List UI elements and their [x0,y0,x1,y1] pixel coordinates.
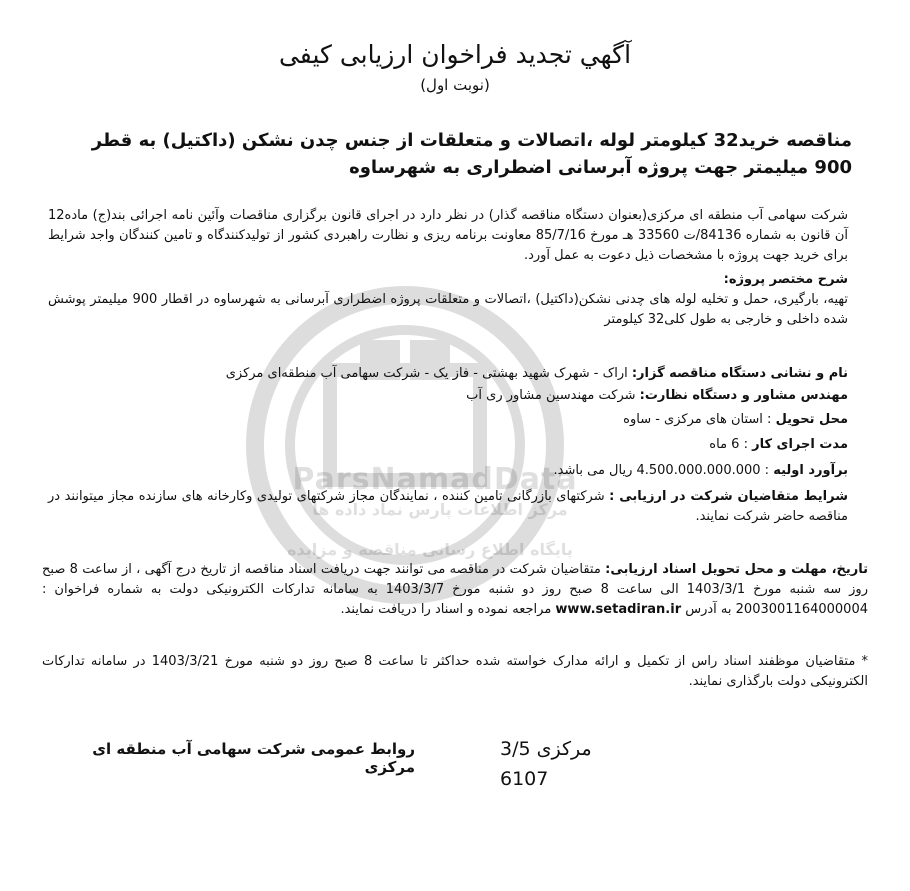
website-link[interactable]: www.setadiran.ir [555,602,682,617]
item-estimate-label: برآورد اولیه [773,463,848,478]
notice-title: آگهي تجديد فراخوان ارزيابی كيفی [278,40,632,69]
summary-label: شرح مختصر پروژه: [723,272,848,287]
item-employer-value: اراک - شهرک شهید بهشتی - فاز یک - شرکت سهامی آب منطقه‌ای مرکزی [225,366,632,381]
eligibility-label: شرایط متقاضیان شرکت در ارزیابی : [609,489,849,504]
signature: روابط عمومی شرکت سهامی آب منطقه ای مرکزی [92,740,415,776]
item-consultant-label: مهندس مشاور و دستگاه نظارت: [639,388,848,403]
eligibility [48,487,848,527]
item-consultant [48,386,848,406]
tender-title: مناقصه خرید32 کیلومتر لوله ،اتصالات و متعلقات از جنس چدن نشکن (داکتیل) به قطر 900 میلیمتر جهت پروژه آبرسانی اضطراری به شهرساوه [91,130,852,178]
code-line-1: مرکزی 3/5 [500,738,592,760]
item-employer-label: نام و نشانی دستگاه مناقصه گزار: [631,366,848,381]
documents-dates [42,560,868,620]
summary-text: تهیه، بارگیری، حمل و تخلیه لوله های چدنی نشکن(داکتیل) ،اتصالات و متعلقات پروژه اضطراری آبرسانی به شهرساوه در اقطار 900 میلیمتر پوشش شده داخلی و خارجی به طول کلی32 کیلومتر [48,292,848,327]
item-estimate [48,461,848,481]
watermark-brand: ParsNamadData [292,462,578,497]
deadline-note: * متقاضیان موظفند اسناد راس از تکمیل و ارائه مدارک خواسته شده حداکثر تا ساعت 8 صبح روز دو شنبه مورخ 1403/3/21 در سامانه تدارکات الکترونیکی دولت بارگذاری نمایند. [42,654,868,689]
intro-paragraph: شرکت سهامی آب منطقه ای مرکزی(بعنوان دستگاه مناقصه گذار) در نظر دارد در اجرای قانون برگزاری مناقصات وآئین نامه اجرائی بند(ج) ماده12 آن قانون به شماره 84136/ت 33560 هـ مورخ 85/7/16 معاونت برنامه ریزی و نظارت راهبردی کشور از تولیدکنندگاه و تامین کنندگان واجد شرایط برای خرید جهت پروژه با مشخصات ذیل دعوت به عمل آورد. [48,208,848,263]
watermark-line-1: مرکز اطلاعات پارس نماد داده ها [312,500,568,519]
item-delivery-value: : استان های مرکزی - ساوه [623,412,776,427]
eligibility-text: شرکتهای بازرگانی تامین کننده ، نمایندگان مجاز شرکتهای تولیدی وکارخانه های سازنده مجاز میتوانند در مناقصه حاضر شرکت نمایند. [48,489,848,524]
item-duration [48,435,848,455]
item-delivery-label: محل تحویل [775,412,848,427]
item-estimate-value: : 4.500.000.000.000 ریال می باشد. [553,463,774,478]
item-delivery [48,410,848,430]
publication-code [500,734,592,794]
project-summary [48,270,848,330]
dates-tail: مراجعه نموده و اسناد را دریافت نمایند. [340,602,556,617]
item-duration-label: مدت اجرای کار [752,437,848,452]
dates-text: متقاضیان شرکت در مناقصه می توانند جهت دریافت اسناد مناقصه از تاریخ درج آگهی ، از ساعت 8 صبح روز سه شنبه مورخ 1403/3/1 الی ساعت 8 صبح روز دو شنبه مورخ 1403/3/7 به سامانه تدارکات الکترونیکی دولت به شماره فراخوان : 2003001164000004 به آدرس [42,562,868,617]
item-employer [48,364,848,384]
notice-round: (نوبت اول) [420,76,490,94]
dates-label: تاریخ، مهلت و محل تحویل اسناد ارزیابی: [605,562,869,577]
watermark-line-2: پایگاه اطلاع رسانی مناقصه و مزایده [287,540,573,559]
code-line-2: 6107 [500,768,549,790]
item-duration-value: : 6 ماه [709,437,753,452]
item-consultant-value: شرکت مهندسین مشاور ری آب [466,388,640,403]
